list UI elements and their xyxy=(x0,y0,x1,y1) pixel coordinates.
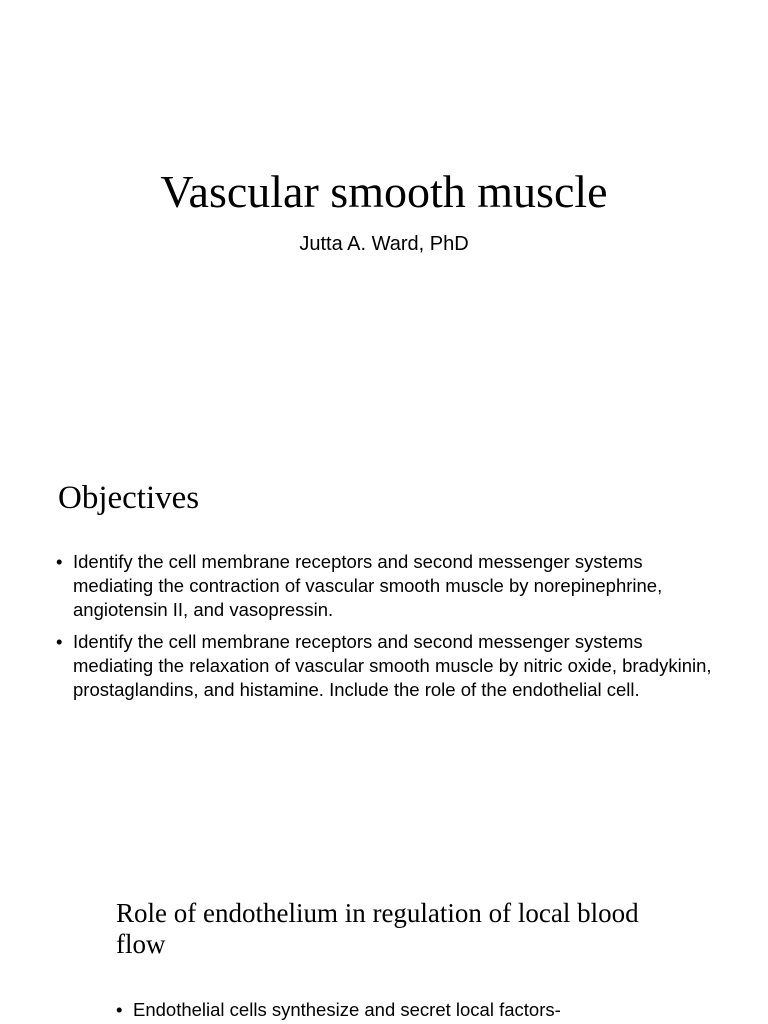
slide-objectives xyxy=(0,420,768,860)
bullet-text: Endothelial cells synthesize and secret local factors- xyxy=(133,999,561,1020)
slide-heading: Role of endothelium in regulation of local blood flow xyxy=(116,898,639,959)
bullet-marker: • xyxy=(56,631,63,652)
slide-heading: Objectives xyxy=(58,480,200,516)
author-name: Jutta A. Ward, PhD xyxy=(299,233,469,255)
bullet-text: Identify the cell membrane receptors and second messenger systems mediating the contraction of vascular smooth muscle by norepinephrine, angiotensin II, and vasopressin. xyxy=(73,551,663,620)
slide-title xyxy=(0,0,768,420)
bullet-list xyxy=(56,550,716,710)
bullet-marker: • xyxy=(56,551,63,572)
list-item xyxy=(56,630,716,702)
list-item xyxy=(56,550,716,622)
slide-endothelium xyxy=(0,860,768,1024)
bullet-marker: • xyxy=(116,999,123,1020)
list-item xyxy=(116,998,716,1022)
bullet-text: Identify the cell membrane receptors and second messenger systems mediating the relaxation of vascular smooth muscle by nitric oxide, bradykinin, prostaglandins, and histamine. Include the role of the endothelial cell. xyxy=(73,631,712,700)
bullet-list xyxy=(116,998,716,1022)
presentation-title: Vascular smooth muscle xyxy=(160,166,608,217)
